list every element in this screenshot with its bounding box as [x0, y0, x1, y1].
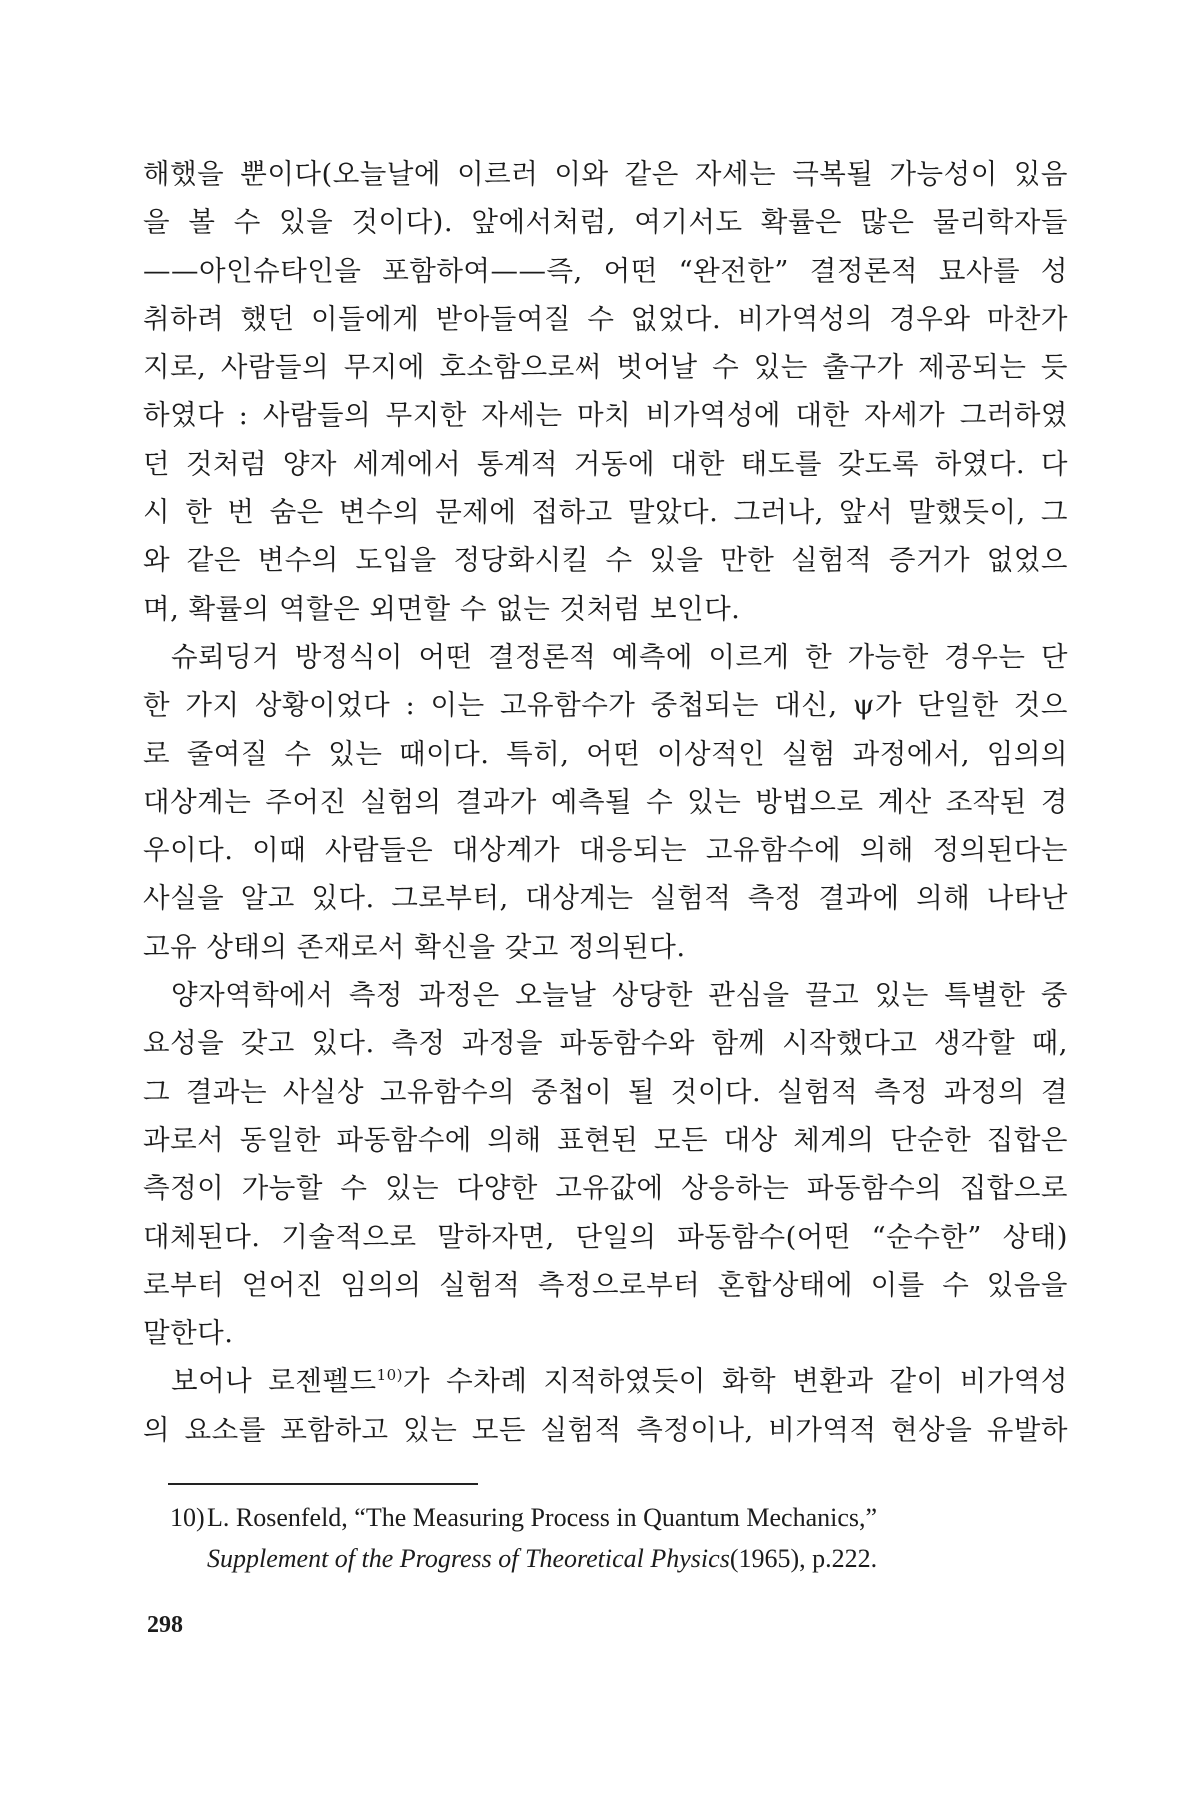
text-fragment: 가 수차례 지적하였듯이 화학 변환과 같이 비가역성: [403, 1365, 1068, 1398]
text-line: 하였다 : 사람들의 무지한 자세는 마치 비가역성에 대한 자세가 그러하였: [143, 399, 1068, 432]
footnote-number: 10): [170, 1503, 205, 1532]
text-line: 의 요소를 포함하고 있는 모든 실험적 측정이나, 비가역적 현상을 유발하: [143, 1413, 1068, 1446]
footnote: [170, 1497, 1070, 1579]
text-line: 양자역학에서 측정 과정은 오늘날 상당한 관심을 끌고 있는 특별한 중: [171, 979, 1068, 1012]
footnote-text: L. Rosenfeld, “The Measuring Process in Quantum Mechanics,”: [207, 1503, 878, 1532]
text-line: 대체된다. 기술적으로 말하자면, 단일의 파동함수(어떤 “순수한” 상태): [143, 1220, 1068, 1253]
footnote-reference: 10): [376, 1366, 404, 1385]
text-line: 한 가지 상황이었다 : 이는 고유함수가 중첩되는 대신, ψ가 단일한 것으: [143, 689, 1068, 722]
text-line: 슈뢰딩거 방정식이 어떤 결정론적 예측에 이르게 한 가능한 경우는 단: [171, 640, 1068, 673]
text-line: 며, 확률의 역할은 외면할 수 없는 것처럼 보인다.: [143, 592, 741, 625]
text-line: 시 한 번 숨은 변수의 문제에 접하고 말았다. 그러나, 앞서 말했듯이, 그: [143, 496, 1068, 529]
text-line: 대상계는 주어진 실험의 결과가 예측될 수 있는 방법으로 계산 조작된 경: [143, 785, 1068, 818]
text-line: 던 것처럼 양자 세계에서 통계적 거동에 대한 태도를 갖도록 하였다. 다: [143, 447, 1068, 480]
text-line: 그 결과는 사실상 고유함수의 중첩이 될 것이다. 실험적 측정 과정의 결: [143, 1075, 1068, 1108]
text-line: 로부터 얻어진 임의의 실험적 측정으로부터 혼합상태에 이를 수 있음을: [143, 1268, 1068, 1301]
footnote-divider: [168, 1483, 478, 1485]
text-line: 사실을 알고 있다. 그로부터, 대상계는 실험적 측정 결과에 의해 나타난: [143, 882, 1068, 915]
text-line: 말한다.: [143, 1317, 234, 1350]
text-line: 요성을 갖고 있다. 측정 과정을 파동함수와 함께 시작했다고 생각할 때,: [143, 1027, 1068, 1060]
text-line: 과로서 동일한 파동함수에 의해 표현된 모든 대상 체계의 단순한 집합은: [143, 1123, 1068, 1156]
text-line: 취하려 했던 이들에게 받아들여질 수 없었다. 비가역성의 경우와 마찬가: [143, 302, 1068, 335]
footnote-citation-tail: (1965), p.222.: [729, 1544, 878, 1573]
text-line: 우이다. 이때 사람들은 대상계가 대응되는 고유함수에 의해 정의된다는: [143, 834, 1068, 867]
text-fragment: 보어나 로젠펠드: [171, 1365, 377, 1398]
footnote-line: [170, 1497, 1070, 1538]
text-line: 지로, 사람들의 무지에 호소함으로써 벗어날 수 있는 출구가 제공되는 듯: [143, 351, 1068, 384]
text-line: ——아인슈타인을 포함하여——즉, 어떤 “완전한” 결정론적 묘사를 성: [143, 254, 1068, 287]
text-line: 고유 상태의 존재로서 확신을 갖고 정의된다.: [143, 930, 686, 963]
page-number: 298: [147, 1612, 183, 1638]
text-line: 로 줄여질 수 있는 때이다. 특히, 어떤 이상적인 실험 과정에서, 임의의: [143, 737, 1068, 770]
text-line: 와 같은 변수의 도입을 정당화시킬 수 있을 만한 실험적 증거가 없었으: [143, 544, 1068, 577]
footnote-journal-title: Supplement of the Progress of Theoretical Physics: [207, 1544, 730, 1573]
body-text: [143, 150, 1068, 1454]
text-line: 을 볼 수 있을 것이다). 앞에서처럼, 여기서도 확률은 많은 물리학자들: [143, 206, 1068, 239]
text-line: 측정이 가능할 수 있는 다양한 고유값에 상응하는 파동함수의 집합으로: [143, 1172, 1068, 1205]
text-line: 해했을 뿐이다(오늘날에 이르러 이와 같은 자세는 극복될 가능성이 있음: [143, 158, 1068, 190]
text-line: [143, 1357, 1068, 1405]
footnote-line: [170, 1538, 1070, 1579]
